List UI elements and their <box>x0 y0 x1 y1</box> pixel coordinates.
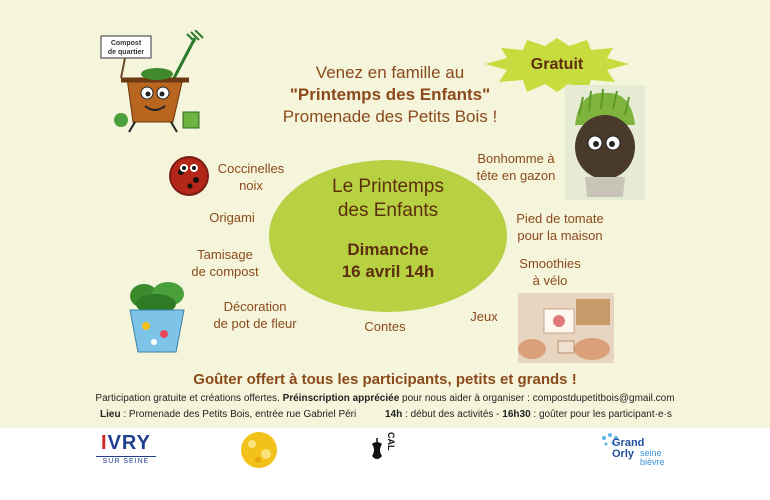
ladybug-nut-photo <box>166 152 212 198</box>
activity-jeux: Jeux <box>470 309 498 324</box>
intro-line-1: Venez en famille au <box>315 63 465 82</box>
activity-contes: Contes <box>364 319 406 334</box>
activity-origami: Origami <box>209 210 255 225</box>
horaire-line: 14h : début des activités - 16h30 : goûter pour les participant·e·s <box>385 409 672 420</box>
activity-decoration: Décoration de pot de fleur <box>213 299 297 331</box>
center-date-line-1: Dimanche <box>347 240 429 259</box>
intro-line-2: "Printemps des Enfants" <box>289 85 491 104</box>
activity-tamisage: Tamisage de compost <box>191 247 259 279</box>
grand-orly-line3: seine <box>640 448 662 458</box>
ivry-logo <box>96 432 156 465</box>
ivry-logo-sub: SUR SEINE <box>96 456 156 465</box>
activity-smoothies: Smoothies à vélo <box>519 256 581 288</box>
compost-sign-line1: Compost <box>110 40 142 47</box>
center-text <box>269 175 507 283</box>
gouter-banner: Goûter offert à tous les participants, petits et grands ! <box>193 371 577 388</box>
activity-coccinelles: Coccinelles noix <box>217 161 285 193</box>
center-date-line-2: 16 avril 14h <box>341 262 435 281</box>
compost-bin-illustration <box>95 30 215 135</box>
gratuit-label: Gratuit <box>530 56 584 73</box>
activity-bonhomme: Bonhomme à tête en gazon <box>476 151 556 183</box>
intro-text <box>240 62 540 128</box>
grand-orly-line2: Orly <box>612 448 635 460</box>
intro-line-3: Promenade des Petits Bois ! <box>282 107 498 126</box>
compost-petit-bois-logo <box>238 430 280 470</box>
ivry-logo-main: IVRY <box>101 432 151 454</box>
flower-pot-photo <box>122 278 192 358</box>
lieu-line: Lieu : Promenade des Petits Bois, entrée rue Gabriel Péri <box>100 409 357 420</box>
grass-head-photo <box>565 85 645 200</box>
activity-tomate: Pied de tomate pour la maison <box>516 211 604 243</box>
games-photo <box>518 293 614 363</box>
center-title-line-2: des Enfants <box>337 200 439 221</box>
info-line: Participation gratuite et créations offertes. Préinscription appréciée pour nous aider à organiser : compostdupetitbois@gmail.com <box>95 393 675 404</box>
compost-sign-line2: de quartier <box>107 49 145 56</box>
grand-orly-line1: Grand <box>612 437 645 449</box>
logo-footer <box>0 428 770 500</box>
cal-logo <box>370 430 400 472</box>
center-title-line-1: Le Printemps <box>332 176 444 197</box>
apple-core-icon <box>370 436 384 466</box>
cal-logo-text: CAL <box>386 432 396 451</box>
grand-orly-line4: bièvre <box>640 457 665 467</box>
